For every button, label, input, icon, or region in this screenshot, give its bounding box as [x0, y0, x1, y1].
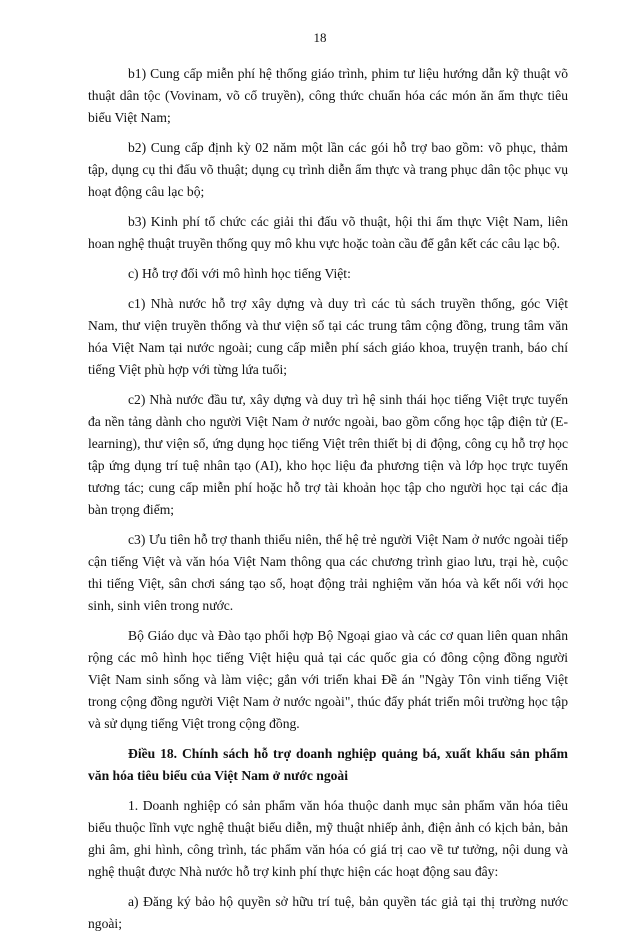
- paragraph-c: c) Hỗ trợ đối với mô hình học tiếng Việt:: [128, 266, 351, 281]
- article-18-heading: Điều 18. Chính sách hỗ trợ doanh nghiệp quảng bá, xuất khẩu sản phẩm văn hóa tiêu biểu của Việt Nam ở nước ngoài: [88, 746, 568, 783]
- paragraph-b3: b3) Kinh phí tổ chức các giải thi đấu võ thuật, hội thi ẩm thực Việt Nam, liên hoan nghệ thuật truyền thống quy mô khu vực hoặc toàn cầu để gắn kết các câu lạc bộ.: [88, 214, 568, 251]
- document-body: [88, 63, 568, 943]
- paragraph-c2: c2) Nhà nước đầu tư, xây dựng và duy trì hệ sinh thái học tiếng Việt trực tuyến đa nền tảng dành cho người Việt Nam ở nước ngoài, bao gồm cổng học tập điện tử (E-learning), thư viện số, ứng dụng học tiếng Việt trên thiết bị di động, công cụ hỗ trợ học tập ứng dụng trí tuệ nhân tạo (AI), kho học liệu đa phương tiện và lớp học trực tuyến tương tác; cung cấp miễn phí hoặc hỗ trợ tài khoản học tập cho người học tại các địa bàn trọng điểm;: [88, 392, 568, 517]
- paragraph-b2: b2) Cung cấp định kỳ 02 năm một lần các gói hỗ trợ bao gồm: võ phục, thảm tập, dụng cụ thi đấu võ thuật; dụng cụ trình diễn ẩm thực và trang phục dân tộc phục vụ hoạt động câu lạc bộ;: [88, 140, 568, 199]
- paragraph-ministry: Bộ Giáo dục và Đào tạo phối hợp Bộ Ngoại giao và các cơ quan liên quan nhân rộng các mô hình học tiếng Việt hiệu quả tại các quốc gia có đông cộng đồng người Việt Nam sinh sống và làm việc; gắn với triển khai Đề án "Ngày Tôn vinh tiếng Việt trong cộng đồng người Việt Nam ở nước ngoài", thúc đẩy phát triển môi trường học tập và sử dụng tiếng Việt trong cộng đồng.: [88, 628, 568, 731]
- paragraph-c3: c3) Ưu tiên hỗ trợ thanh thiếu niên, thế hệ trẻ người Việt Nam ở nước ngoài tiếp cận tiếng Việt và văn hóa Việt Nam thông qua các chương trình giao lưu, trại hè, cuộc thi tiếng Việt, sân chơi sáng tạo số, hoạt động trải nghiệm văn hóa và kết nối với học sinh, sinh viên trong nước.: [88, 532, 568, 613]
- paragraph-b1: b1) Cung cấp miễn phí hệ thống giáo trình, phim tư liệu hướng dẫn kỹ thuật võ thuật dân tộc (Vovinam, võ cổ truyền), công thức chuẩn hóa các món ăn ẩm thực tiêu biểu Việt Nam;: [88, 66, 568, 125]
- article-18-clause-1: 1. Doanh nghiệp có sản phẩm văn hóa thuộc danh mục sản phẩm văn hóa tiêu biểu thuộc lĩnh vực nghệ thuật biểu diễn, mỹ thuật nhiếp ảnh, điện ảnh có kịch bản, bản ghi âm, ghi hình, công trình, tác phẩm văn hóa có giá trị cao về tư tưởng, nội dung và nghệ thuật được Nhà nước hỗ trợ kinh phí thực hiện các hoạt động sau đây:: [88, 798, 568, 879]
- paragraph-c1: c1) Nhà nước hỗ trợ xây dựng và duy trì các tủ sách truyền thống, góc Việt Nam, thư viện truyền thống và thư viện số tại các trung tâm cộng đồng, trung tâm văn hóa Việt Nam tại nước ngoài; cung cấp miễn phí sách giáo khoa, truyện tranh, báo chí tiếng Việt phù hợp với từng lứa tuổi;: [88, 296, 568, 377]
- article-18-point-a: a) Đăng ký bảo hộ quyền sở hữu trí tuệ, bản quyền tác giả tại thị trường nước ngoài;: [88, 894, 568, 931]
- page-number: 18: [313, 30, 327, 45]
